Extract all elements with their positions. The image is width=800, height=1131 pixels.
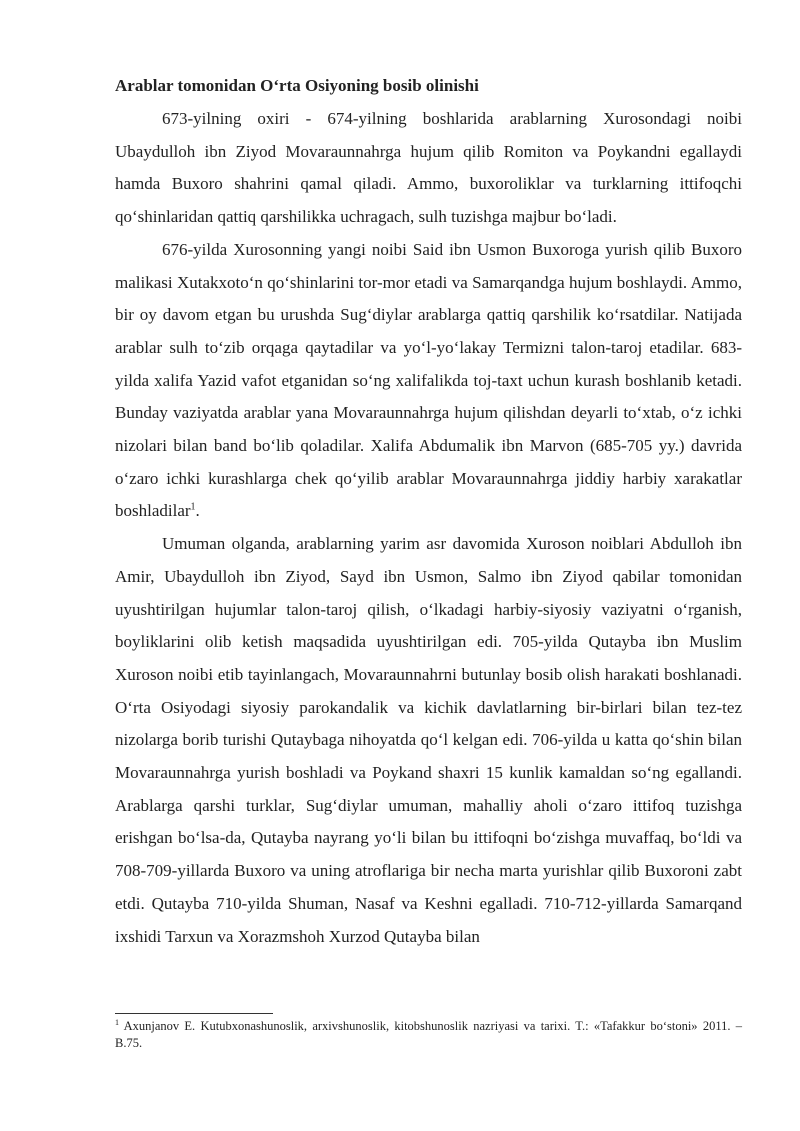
paragraph [115,234,742,528]
paragraph: Umuman olganda, arablarning yarim asr davomida Xuroson noiblari Abdulloh ibn Amir, Ubaydulloh ibn Ziyod, Sayd ibn Usmon, Salmo ibn Ziyod qabilar tomonidan uyushtirilgan hujumlar talon-taroj qilish, o‘lkadagi harbiy-siyosiy vaziyatni o‘rganish, boyliklarini olib ketish maqsadida uyushtirilgan edi. 705-yilda Qutayba ibn Muslim Xuroson noibi etib tayinlangach, Movaraunnahrni butunlay bosib olish harakati boshlanadi. O‘rta Osiyodagi siyosiy parokandalik va kichik davlatlarning bir-birlari bilan tez-tez nizolarga borib turishi Qutaybaga nihoyatda qo‘l kelgan edi. 706-yilda u katta qo‘shin bilan Movaraunnahrga yurish boshladi va Poykand shaxri 15 kunlik kamaldan so‘ng egallandi. [115,534,742,783]
footnote-text: Axunjanov E. Kutubxonashunoslik, arxivshunoslik, kitobshunoslik nazriyasi va tarixi. T.: «Tafakkur bo‘stoni» 2011. – B.75. [115,1019,743,1050]
footnote [115,1018,742,1051]
paragraph: Arablarga qarshi turklar, Sug‘diylar umuman, mahalliy aholi o‘zaro ittifoq tuzishga erishgan bo‘lsa-da, Qutayba nayrang yo‘li bilan bu ittifoqni bo‘zishga muvaffaq, bo‘ldi va 708-709-yillarda Buxoro va uning atroflariga bir necha marta yurishlar qilib Buxoroni zabt etdi. Qutayba 710-yilda Shuman, Nasaf va Keshni egalladi. 710-712-yillarda Samarqand ixshidi Tarxun va Xorazmshoh Xurzod Qutayba bilan [115,795,742,946]
section-heading: Arablar tomonidan O‘rta Osiyoning bosib olinishi [115,76,479,95]
document-body [115,75,742,953]
paragraph-end: . [195,501,200,521]
footnote-marker: 1 [115,1017,119,1027]
footnote-reference[interactable]: 1 [190,501,196,513]
paragraph-text: 676-yilda Xurosonning yangi noibi Said ibn Usmon Buxoroga yurish qilib Buxoro malikasi Xutakxoto‘n qo‘shinlarini tor-mor etadi va Samarqandga hujum boshlaydi. Ammo, bir oy davom etgan bu urushda Sug‘diylar arablarga qattiq qarshilik ko‘rsatdilar. Natijada arablar sulh to‘zib orqaga qaytadilar va yo‘l-yo‘lakay Termizni talon-taroj etadilar. 683-yilda xalifa Yazid vafot etganidan so‘ng xalifalikda toj-taxt uchun kurash boshlanib ketadi. Bunday vaziyatda arablar yana Movaraunnahrga hujum qilishdan deyarli to‘xtab, o‘z ichki nizolari bilan band bo‘lib qoladilar. Xalifa Abdumalik ibn Marvon (685-705 yy.) davrida o‘zaro ichki kurashlarga chek qo‘yilib arablar Movaraunnahrga jiddiy harbiy xarakatlar boshladilar [115,239,742,521]
footnote-divider [115,1013,273,1014]
paragraph: 673-yilning oxiri - 674-yilning boshlarida arablarning Xurosondagi noibi Ubaydulloh ibn Ziyod Movaraunnahrga hujum qilib Romiton va Poykandni egallaydi hamda Buxoro shahrini qamal qiladi. Ammo, buxoroliklar va turklarning ittifoqchi qo‘shinlaridan qattiq qarshilikka uchragach, sulh tuzishga majbur bo‘ladi. [115,109,742,227]
